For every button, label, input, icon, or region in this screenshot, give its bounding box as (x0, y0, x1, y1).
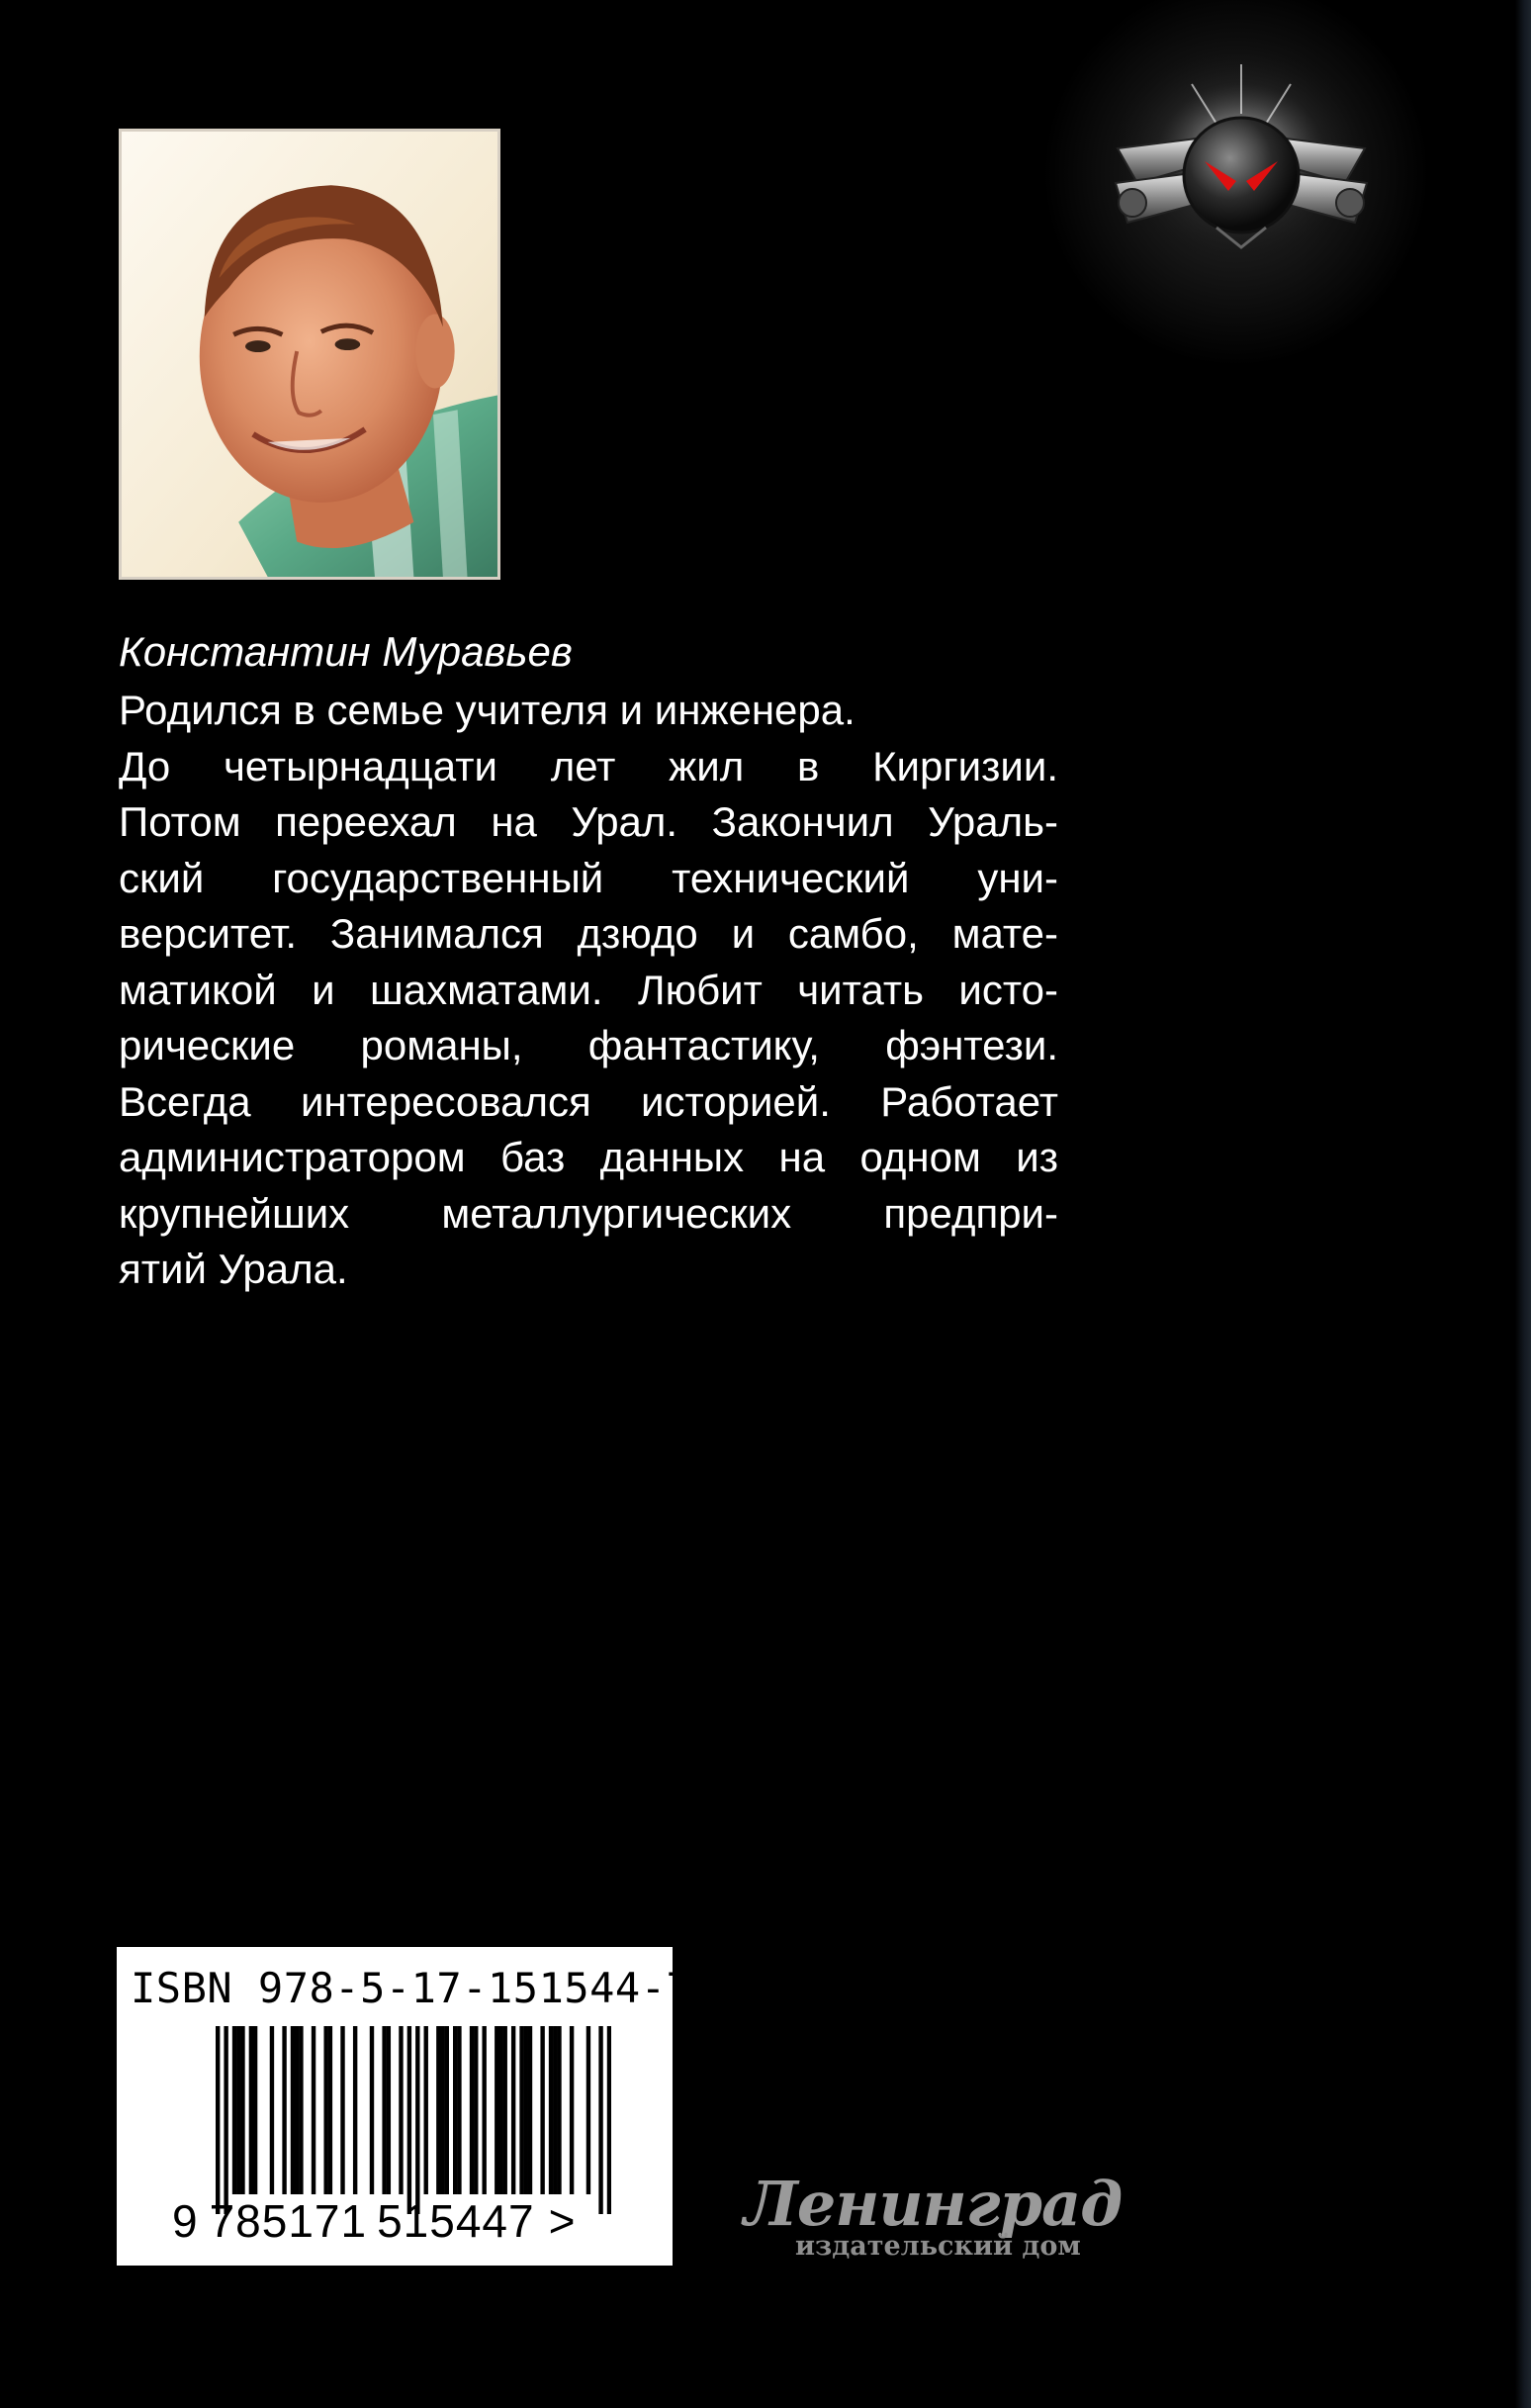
publisher-name: Ленинград (744, 2168, 1123, 2240)
barcode-bar (453, 2026, 457, 2194)
barcode-arrow: > (548, 2195, 576, 2247)
bio-line: Потом переехал на Урал. Закончил Ураль- (119, 798, 1058, 845)
barcode-digit-group-left: 785171 (209, 2195, 368, 2247)
barcode-bar (528, 2026, 532, 2194)
barcode-digit-group-right: 515447 (377, 2195, 535, 2247)
barcode-bar (482, 2026, 486, 2194)
barcode-bar (249, 2026, 253, 2194)
barcode-bar (291, 2026, 295, 2194)
series-emblem-icon (1098, 54, 1385, 302)
barcode-bar (511, 2026, 515, 2194)
barcode-bar (495, 2026, 498, 2194)
author-photo (119, 129, 500, 580)
barcode-bar (436, 2026, 440, 2194)
barcode-bar (323, 2026, 327, 2194)
bio-line: До четырнадцати лет жил в Киргизии. (119, 742, 1058, 789)
barcode-bar (570, 2026, 574, 2194)
barcode-bar (224, 2026, 227, 2214)
barcode-bar (470, 2026, 474, 2194)
barcode-bar (340, 2026, 344, 2194)
barcode-bar (399, 2026, 403, 2194)
barcode-bar (549, 2026, 553, 2194)
barcode-digits (172, 2194, 575, 2248)
barcode-bar (236, 2026, 240, 2194)
barcode-bar (240, 2026, 244, 2194)
barcode-bar (328, 2026, 332, 2194)
barcode-bar (382, 2026, 386, 2194)
barcode-bar (270, 2026, 274, 2194)
bio-line: администратором баз данных на одном из (119, 1134, 1058, 1180)
barcode-bar (216, 2026, 220, 2214)
barcode-bar (498, 2026, 502, 2194)
barcode-bar (457, 2026, 461, 2194)
bio-line: Всегда интересовался историей. Работает (119, 1077, 1058, 1125)
barcode-bar (607, 2026, 611, 2214)
barcode-digit-first: 9 (172, 2195, 198, 2247)
barcode-bar (312, 2026, 315, 2194)
barcode-bar (295, 2026, 299, 2194)
barcode-bar (353, 2026, 357, 2194)
author-bio (119, 683, 1058, 1298)
barcode-bar (370, 2026, 374, 2194)
barcode-bar (519, 2026, 523, 2194)
author-name: Константин Муравьев (119, 628, 573, 675)
barcode-bar (445, 2026, 449, 2194)
bio-line: крупнейших металлургических предпри- (119, 1189, 1058, 1237)
bio-line: ятий Урала. (119, 1246, 348, 1292)
bio-line: матикой и шахматами. Любит читать исто- (119, 966, 1058, 1013)
bio-line: рические романы, фантастику, фэнтези. (119, 1022, 1058, 1068)
bio-line: ский государственный технический уни- (119, 854, 1058, 901)
bio-line: Родился в семье учителя и инженера. (119, 687, 856, 733)
barcode-bar (440, 2026, 444, 2194)
barcode-bar (232, 2026, 236, 2194)
barcode-bars (216, 2026, 611, 2214)
barcode-bar (553, 2026, 557, 2194)
barcode-bar (557, 2026, 561, 2194)
barcode-bar (524, 2026, 528, 2194)
spine-edge (1515, 0, 1531, 2408)
barcode-bar (474, 2026, 478, 2194)
barcode-bar (253, 2026, 257, 2194)
barcode-bar (540, 2026, 544, 2194)
publisher-subtitle: издательский дом (795, 2231, 1081, 2262)
barcode-bar (598, 2026, 602, 2214)
barcode-bar (503, 2026, 507, 2194)
barcode-bar (586, 2026, 590, 2194)
isbn-barcode (117, 1947, 692, 2266)
barcode-bar (407, 2026, 411, 2214)
publisher-logo (744, 2168, 1123, 2271)
barcode-bar (387, 2026, 391, 2194)
barcode-bar (415, 2026, 419, 2214)
barcode-bar (282, 2026, 286, 2194)
barcode-bar (424, 2026, 428, 2194)
bio-line: верситет. Занимался дзюдо и самбо, мате- (119, 910, 1058, 957)
isbn-number: ISBN 978-5-17-151544-7 (131, 1964, 692, 2012)
barcode-bar (299, 2026, 303, 2194)
